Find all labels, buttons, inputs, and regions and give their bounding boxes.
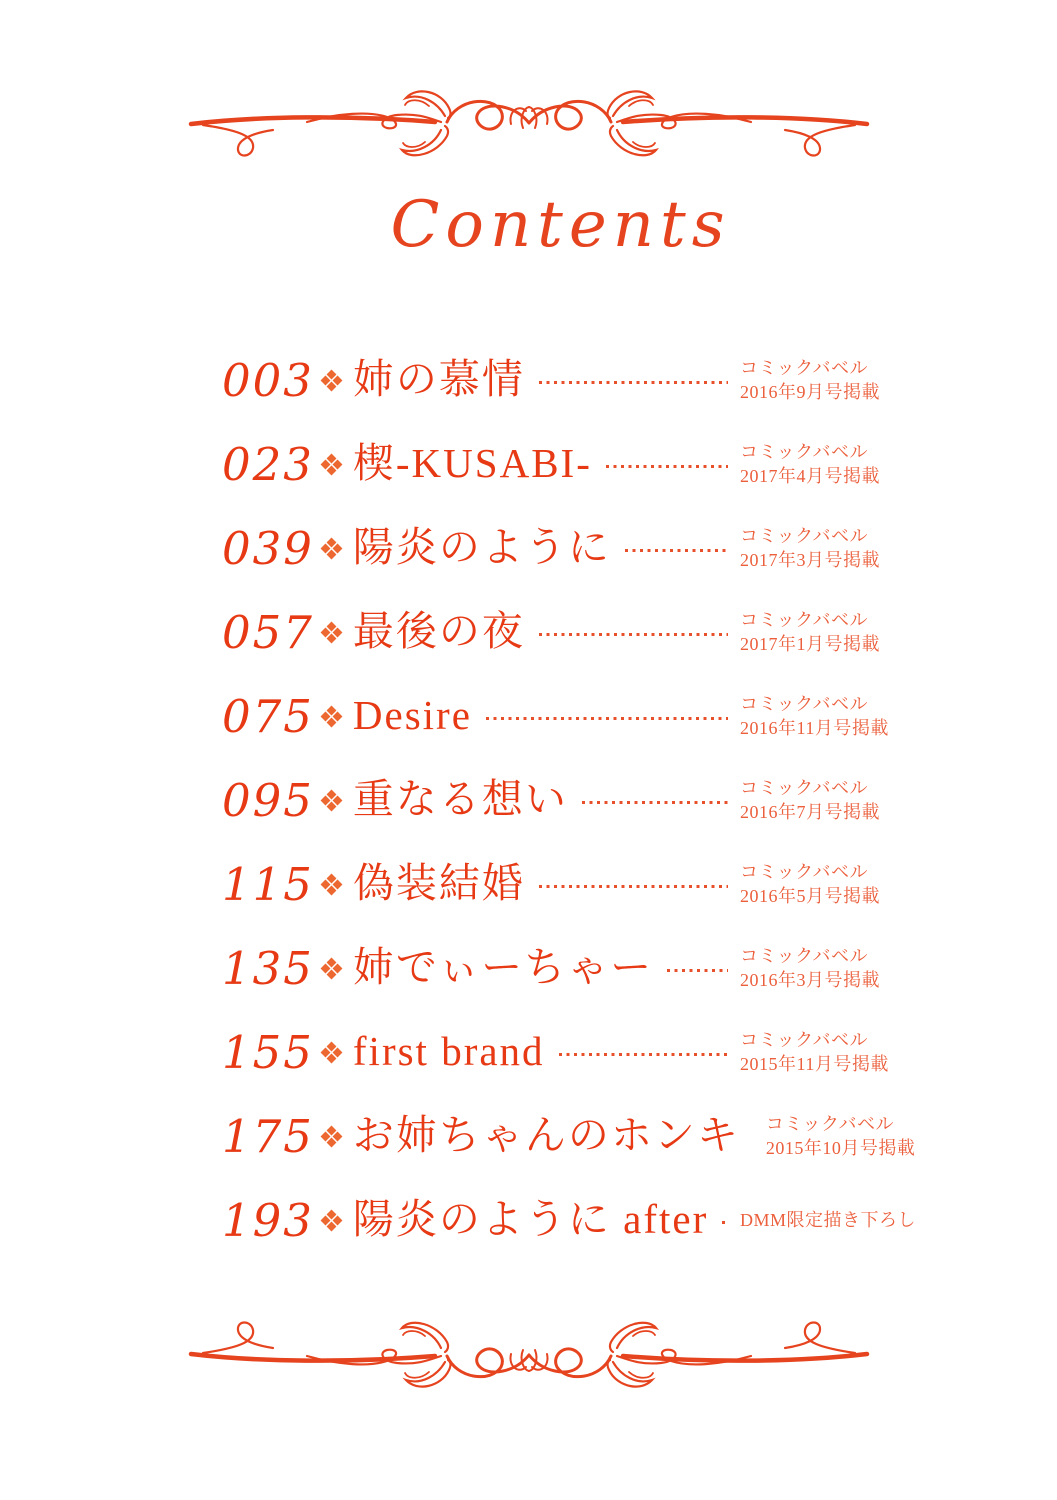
diamond-bullet-icon: [322, 1211, 341, 1230]
entry-source-magazine: コミックバベル: [740, 526, 869, 546]
entry-page-number: 175: [222, 1109, 314, 1163]
entry-source-magazine: コミックバベル: [740, 610, 869, 630]
entry-page-number: 155: [222, 1025, 314, 1079]
entry-title: first brand: [352, 1028, 545, 1075]
ornamental-divider-top: [184, 78, 874, 168]
entry-source-magazine: コミックバベル: [740, 1030, 869, 1050]
entry-page-number: 115: [222, 857, 314, 911]
entry-source: [766, 1112, 954, 1160]
entry-source-issue: 2016年11月号掲載: [740, 718, 889, 738]
entry-source-issue: 2016年9月号掲載: [740, 382, 880, 402]
entry-source-issue: 2017年1月号掲載: [740, 634, 880, 654]
table-row: [222, 590, 928, 674]
diamond-bullet-icon: [322, 623, 341, 642]
diamond-bullet-icon: [322, 875, 341, 894]
entry-title: 姉の慕情: [352, 356, 525, 403]
entry-page-number: 003: [222, 353, 314, 407]
entry-page-number: 075: [222, 689, 314, 743]
table-row: [222, 338, 928, 422]
dotted-leader: [722, 1221, 728, 1224]
entry-source-magazine: コミックバベル: [740, 358, 869, 378]
entry-title: 最後の夜: [352, 608, 525, 655]
entry-source: [740, 1208, 928, 1232]
entry-source: [740, 692, 928, 740]
entry-source-issue: 2015年11月号掲載: [740, 1054, 889, 1074]
entry-title: お姉ちゃんのホンキ: [352, 1112, 740, 1159]
entry-title: 陽炎のように after: [352, 1196, 709, 1243]
entry-page-number: 039: [222, 521, 314, 575]
dotted-leader: [667, 969, 728, 972]
entry-source-magazine: コミックバベル: [740, 694, 869, 714]
diamond-bullet-icon: [322, 1043, 341, 1062]
entry-page-number: 135: [222, 941, 314, 995]
entry-source: [740, 524, 928, 572]
diamond-bullet-icon: [322, 371, 341, 390]
ornamental-divider-bottom: [184, 1310, 874, 1400]
entry-source: [740, 356, 928, 404]
entry-source-issue: 2015年10月号掲載: [765, 1138, 916, 1158]
dotted-leader: [539, 381, 728, 384]
entry-source: [740, 860, 928, 908]
entry-page-number: 095: [222, 773, 314, 827]
entry-source-issue: 2017年4月号掲載: [740, 466, 880, 486]
table-row: [222, 1178, 928, 1262]
entry-title: 重なる想い: [352, 776, 568, 823]
entry-source-magazine: コミックバベル: [740, 946, 869, 966]
table-row: [222, 1094, 928, 1178]
entry-title: 姉でぃーちゃー: [352, 944, 654, 991]
table-row: [222, 674, 928, 758]
entry-source-issue: 2016年3月号掲載: [740, 970, 880, 990]
entry-source-issue: 2016年7月号掲載: [740, 802, 880, 822]
diamond-bullet-icon: [322, 959, 341, 978]
entry-source: [740, 1028, 928, 1076]
dotted-leader: [539, 885, 728, 888]
dotted-leader: [606, 465, 728, 468]
entry-source-magazine: DMM限定描き下ろし: [740, 1210, 917, 1230]
dotted-leader: [539, 633, 728, 636]
diamond-bullet-icon: [322, 539, 341, 558]
dotted-leader: [582, 801, 728, 804]
entry-source-magazine: コミックバベル: [740, 778, 869, 798]
entry-source-issue: 2017年3月号掲載: [740, 550, 880, 570]
entry-title: Desire: [352, 692, 472, 739]
page-title: Contents: [390, 188, 731, 262]
dotted-leader: [559, 1053, 728, 1056]
dotted-leader: [625, 549, 728, 552]
diamond-bullet-icon: [322, 707, 341, 726]
table-row: [222, 926, 928, 1010]
diamond-bullet-icon: [322, 1127, 341, 1146]
entry-source-issue: 2016年5月号掲載: [740, 886, 880, 906]
entry-source-magazine: コミックバベル: [740, 862, 869, 882]
dotted-leader: [486, 717, 728, 720]
entry-page-number: 057: [222, 605, 314, 659]
entry-page-number: 193: [222, 1193, 314, 1247]
diamond-bullet-icon: [322, 455, 341, 474]
table-row: [222, 422, 928, 506]
entry-source: [740, 440, 928, 488]
entry-title: 楔-KUSABI-: [352, 440, 592, 487]
table-row: [222, 506, 928, 590]
table-row: [222, 1010, 928, 1094]
table-row: [222, 758, 928, 842]
entry-source-magazine: コミックバベル: [740, 442, 869, 462]
entry-title: 偽装結婚: [352, 860, 525, 907]
toc-list: [222, 338, 928, 1262]
entry-source-magazine: コミックバベル: [765, 1114, 894, 1134]
entry-source: [740, 776, 928, 824]
diamond-bullet-icon: [322, 791, 341, 810]
entry-title: 陽炎のように: [352, 524, 611, 571]
entry-source: [740, 944, 928, 992]
entry-page-number: 023: [222, 437, 314, 491]
entry-source: [740, 608, 928, 656]
table-row: [222, 842, 928, 926]
